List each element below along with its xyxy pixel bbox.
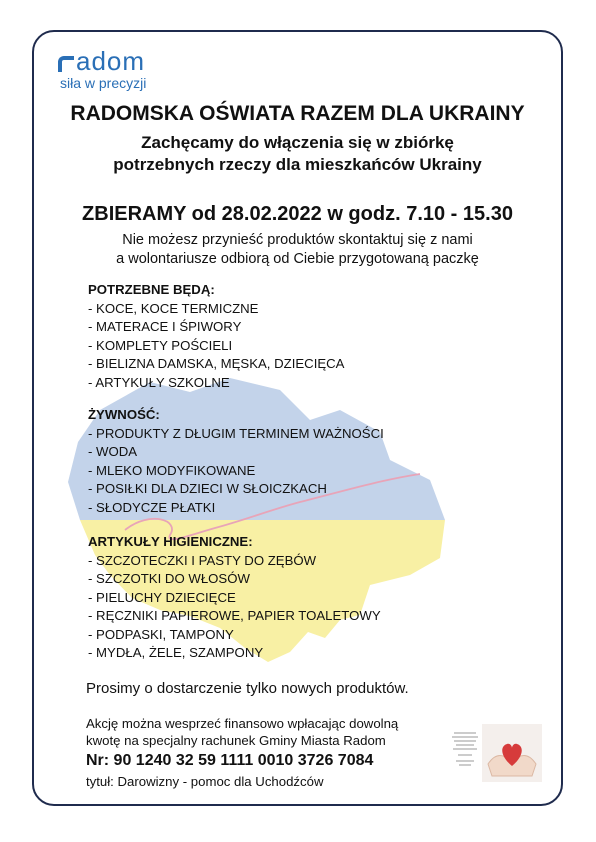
donation-text [86,715,398,749]
list-item: - PIELUCHY DZIECIĘCE [88,589,236,605]
list-item: - RĘCZNIKI PAPIEROWE, PAPIER TOALETOWY [88,608,381,623]
list-item: - POSIŁKI DLA DZIECI W SŁOICZKACH [88,481,327,496]
donation-line: kwotę na specjalny rachunek Gminy Miasta Radom [86,733,386,748]
section-heading: ARTYKUŁY HIGIENICZNE: [88,534,253,549]
list-item: - KOCE, KOCE TERMICZNE [88,300,259,316]
page-title: RADOMSKA OŚWIATA RAZEM DLA UKRAINY [70,102,525,125]
list-item: - SZCZOTECZKI I PASTY DO ZĘBÓW [88,552,317,568]
page-subtitle [32,132,563,176]
logo-r-mark [58,56,74,72]
transfer-title: tytuł: Darowizny - pomoc dla Uchodźców [86,774,324,789]
bank-account-number: Nr: 90 1240 32 59 1111 0010 3726 7084 [86,752,374,769]
radom-logo [58,48,146,92]
donation-line: Akcję można wesprzeć finansowo wpłacając dowolną [86,716,399,731]
list-item: - MLEKO MODYFIKOWANE [88,462,256,478]
logo-tagline: siła w precyzji [60,75,147,91]
collection-dates: ZBIERAMY od 28.02.2022 w godz. 7.10 - 15.30 [82,203,513,225]
list-item: - WODA [88,444,138,459]
list-item: - MATERACE I ŚPIWORY [88,319,242,334]
logo-word: adom [76,46,146,76]
quote-card-image [444,727,484,775]
subtitle-line: Zachęcamy do włączenia się w zbiórkę [141,133,454,152]
section-heading: ŻYWNOŚĆ: [88,407,160,422]
list-item: - ARTYKUŁY SZKOLNE [88,374,230,390]
list-item: - BIELIZNA DAMSKA, MĘSKA, DZIECIĘCA [88,356,345,371]
list-item: - MYDŁA, ŻELE, SZAMPONY [88,645,264,660]
list-item: - SŁODYCZE PŁATKI [88,499,216,515]
section-needed-items [88,281,344,392]
section-hygiene [88,533,381,663]
list-item: - SZCZOTKI DO WŁOSÓW [88,571,250,586]
list-item: - KOMPLETY POŚCIELI [88,337,233,353]
section-heading: POTRZEBNE BĘDĄ: [88,282,215,297]
new-products-note: Prosimy o dostarczenie tylko nowych produktów. [86,680,409,697]
note-line: Nie możesz przynieść produktów skontaktuj się z nami [122,232,473,248]
pickup-note [32,231,563,269]
subtitle-line: potrzebnych rzeczy dla mieszkańców Ukrainy [113,155,482,174]
list-item: - PRODUKTY Z DŁUGIM TERMINEM WAŻNOŚCI [88,425,384,441]
section-food [88,406,384,517]
list-item: - PODPASKI, TAMPONY [88,626,234,642]
heart-in-hands-image [482,724,542,782]
note-line: a wolontariusze odbiorą od Ciebie przygotowaną paczkę [116,251,479,267]
